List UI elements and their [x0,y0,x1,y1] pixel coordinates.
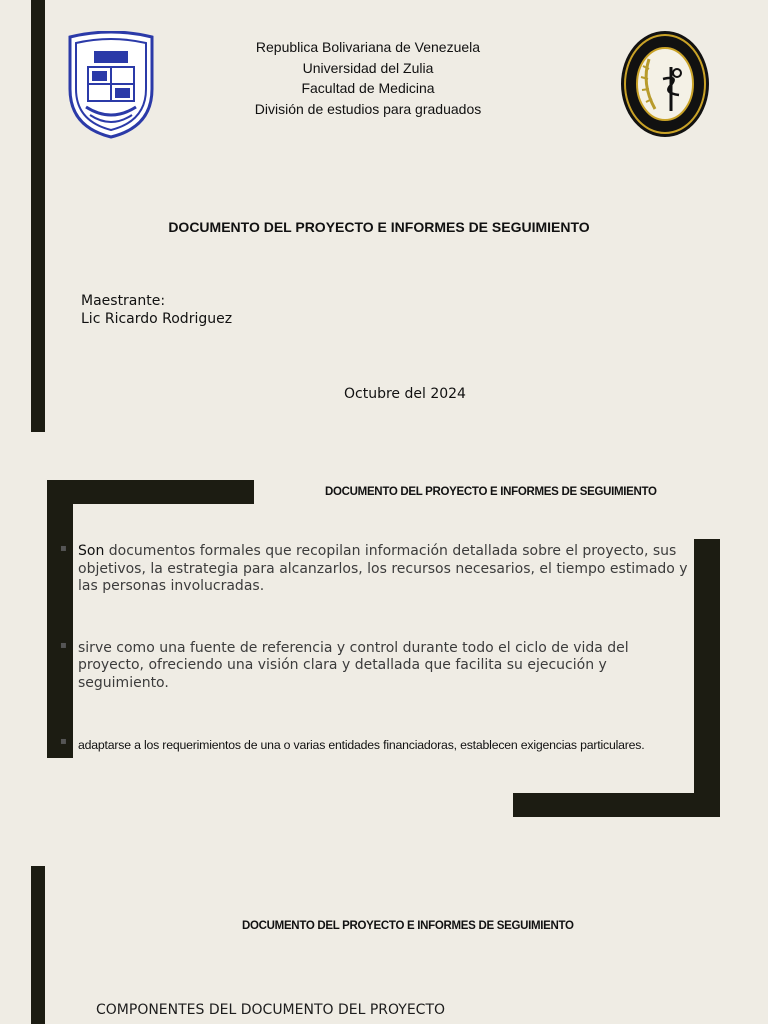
institution-line-4: División de estudios para graduados [254,100,482,117]
author-name: Lic Ricardo Rodriguez [81,311,233,327]
bullet-marker: ▪ [60,639,67,651]
bullet-text: sirve como una fuente de referencia y control durante todo el ciclo de vida del proyecto, ofreciendo una visión clara y detallada que facilita su ejecución y seguimiento. [78,639,629,691]
slide2-bottom-right-bar-horizontal [513,793,720,817]
institution-line-3: Facultad de Medicina [301,80,435,96]
bullet-text: adaptarse a los requerimientos de una o varias entidades financiadoras, establecen exigencias particulares. [78,738,645,752]
institution-line-2: Universidad del Zulia [302,59,434,76]
bullet-item [60,640,696,693]
slide2-bullet-list [60,543,696,788]
slide1-left-bar [31,0,45,432]
bullet-item [60,736,696,754]
slide2-top-left-bar-horizontal [47,480,254,504]
bullet-rest-text: documentos formales que recopilan información detallada sobre el proyecto, sus objetivos, la estrategia para alcanzarlos, los recursos necesarios, el tiempo estimado y las personas involucradas. [78,543,688,594]
institution-line-1: Republica Bolivariana de Venezuela [255,39,481,55]
slide3-heading: COMPONENTES DEL DOCUMENTO DEL PROYECTO [96,1002,446,1018]
slide2-bottom-right-bar-vertical [694,539,720,817]
author-label: Maestrante: [81,293,166,309]
bullet-text [78,543,696,596]
bullet-lead-word: Son [78,543,105,559]
institution-header [218,37,518,119]
date-text: Octubre del 2024 [344,386,466,402]
slide2-title: DOCUMENTO DEL PROYECTO E INFORMES DE SEGUIMIENTO [325,486,657,498]
slide3-title: DOCUMENTO DEL PROYECTO E INFORMES DE SEGUIMIENTO [242,920,574,932]
university-shield-logo [64,31,158,139]
bullet-item [60,543,696,596]
slide1-title: DOCUMENTO DEL PROYECTO E INFORMES DE SEGUIMIENTO [168,219,590,235]
bullet-marker: ▪ [60,736,67,747]
bullet-marker: ▪ [60,543,67,554]
author-block [81,292,232,328]
nutrition-school-seal-logo [619,29,711,139]
slide3-left-bar [31,866,45,1024]
